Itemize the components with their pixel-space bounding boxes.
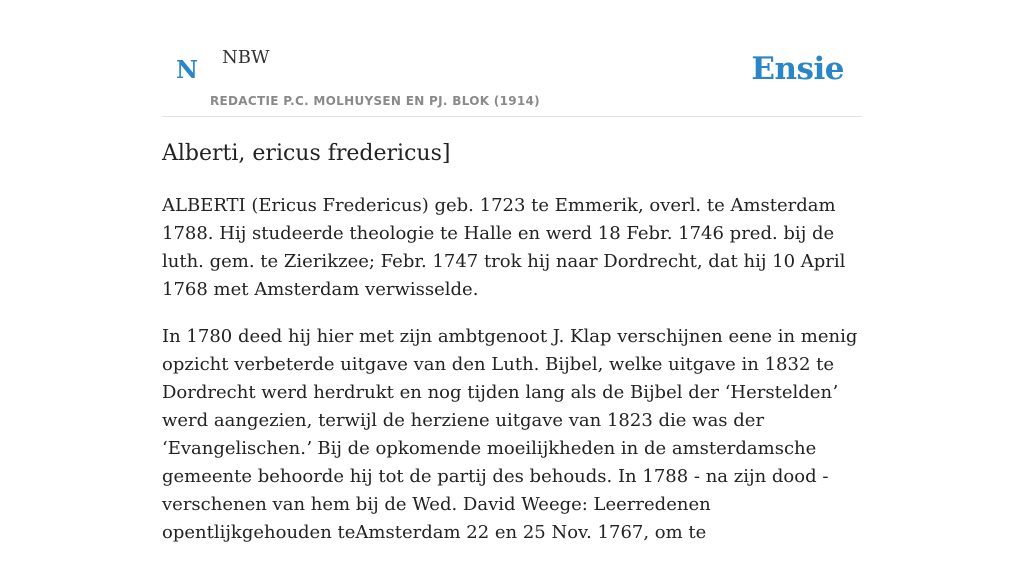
source-logo[interactable]: N <box>176 55 198 84</box>
site-header <box>162 0 862 117</box>
article-title: Alberti, ericus fredericus] <box>162 141 451 166</box>
article-paragraph: ALBERTI (Ericus Fredericus) geb. 1723 te Emmerik, overl. te Amsterdam 1788. Hij studeerde theologie te Halle en werd 18 Febr. 1746 pred. bij de luth. gem. te Zierikzee; Febr. 1747 trok hij naar Dordrecht, dat hij 10 April 1768 met Amsterdam verwisselde. <box>162 195 846 300</box>
source-name[interactable]: NBW <box>222 47 270 68</box>
brand-logo[interactable]: Ensie <box>751 51 844 87</box>
source-editors: REDACTIE P.C. MOLHUYSEN EN PJ. BLOK (1914) <box>210 94 540 108</box>
article-paragraph: In 1780 deed hij hier met zijn ambtgenoot J. Klap verschijnen eene in menig opzicht verbeterde uitgave van den Luth. Bijbel, welke uitgave in 1832 te Dordrecht werd herdrukt en nog tijden lang als de Bijbel der ‘Hersteldenʼ werd aangezien, terwijl de herziene uitgave van 1823 die was der ‘Evangelischen.ʼ Bij de opkomende moeilijkheden in de amsterdamsche gemeente behoorde hij tot de partij des behouds. In 1788 - na zijn dood - verschenen van hem bij de Wed. David Weege: Leerredenen opentlijkgehouden teAmsterdam 22 en 25 Nov. 1767, om te <box>162 326 858 543</box>
article-body <box>162 192 862 566</box>
